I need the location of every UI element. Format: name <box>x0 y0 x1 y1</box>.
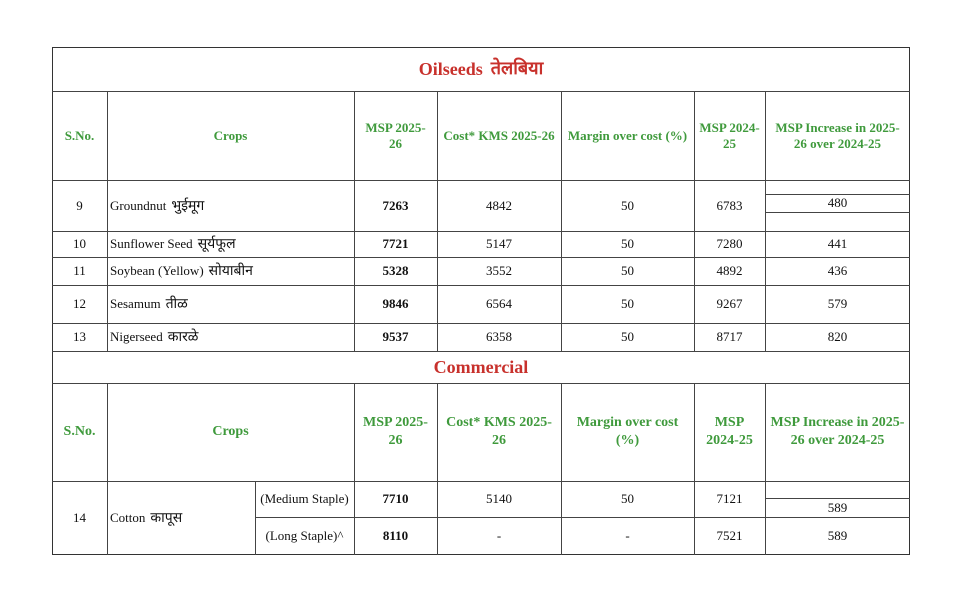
header-crops: Crops <box>212 424 249 439</box>
table-row-increase: 436 <box>827 263 848 278</box>
header-increase: MSP Increase in 2025-26 over 2024-25 <box>770 415 905 448</box>
table-row-margin: 50 <box>621 329 634 344</box>
section-title-commercial: Commercial <box>433 357 529 377</box>
crop-name-mr: तीळ <box>165 296 188 312</box>
crop-name-en: Soybean (Yellow) <box>110 263 204 278</box>
table-row-msp-prev: 4892 <box>716 263 743 278</box>
table-row-msp-prev: 7121 <box>716 491 743 506</box>
crop-name-mr: भुईमूग <box>171 197 205 214</box>
table-row-msp: 7721 <box>382 236 409 251</box>
crop-name-mr: कारळे <box>167 329 199 345</box>
table-row-crop <box>107 285 354 323</box>
table-row-cost: 4842 <box>486 197 512 213</box>
table-row-cost: 5140 <box>486 491 512 506</box>
header-sno: S.No. <box>63 424 96 439</box>
cell-rule <box>765 212 910 213</box>
header-crops: Crops <box>213 127 248 143</box>
table-row-cost: 6564 <box>486 296 512 311</box>
header-margin: Margin over cost (%) <box>567 127 688 143</box>
section-title-mr: तेलबिया <box>490 58 544 79</box>
crop-name-en: Nigerseed <box>110 329 163 344</box>
section-title-en: Oilseeds <box>418 59 483 79</box>
header-msp-current: MSP 2025-26 <box>365 119 426 151</box>
crop-name-en: Sesamum <box>110 296 161 311</box>
cotton-staple-label: (Long Staple)^ <box>265 528 344 543</box>
table-row-msp: 7263 <box>382 197 409 213</box>
table-row-msp-prev: 7280 <box>716 236 743 251</box>
table-row-sno: 13 <box>73 329 86 344</box>
crop-name-mr: सूर्यफूल <box>197 236 236 252</box>
table-row-increase: 480 <box>827 195 848 210</box>
table-row-crop <box>107 481 255 555</box>
table-row-sno: 10 <box>73 236 86 251</box>
table-row-increase: 441 <box>827 236 848 251</box>
table-row-margin: 50 <box>621 197 634 213</box>
table-row-increase: 589 <box>827 528 848 543</box>
cotton-staple-label: (Medium Staple) <box>260 491 349 506</box>
header-msp-current: MSP 2025-26 <box>363 415 428 448</box>
crop-name-mr: कापूस <box>150 510 183 526</box>
header-msp-previous: MSP 2024-25 <box>699 119 760 151</box>
table-row-increase: 820 <box>827 329 848 344</box>
table-row-margin: 50 <box>621 296 634 311</box>
crop-name-mr: सोयाबीन <box>208 263 253 279</box>
table-row-msp-prev: 6783 <box>716 197 743 213</box>
table-row-margin: 50 <box>621 236 634 251</box>
table-row-crop <box>107 257 354 285</box>
table-row-cost: 5147 <box>486 236 512 251</box>
crop-name-en: Sunflower Seed <box>110 236 193 251</box>
table-row-msp-prev: 7521 <box>716 528 743 543</box>
table-row-sno: 12 <box>73 296 86 311</box>
table-row-margin: 50 <box>621 263 634 278</box>
table-row-msp: 7710 <box>382 491 409 506</box>
table-row-msp-prev: 8717 <box>716 329 743 344</box>
table-row-crop <box>107 323 354 351</box>
table-row-msp-prev: 9267 <box>716 296 743 311</box>
table-row-crop <box>107 180 354 231</box>
table-row-msp: 9846 <box>382 296 409 311</box>
crop-name-en: Cotton <box>110 510 146 525</box>
header-sno: S.No. <box>64 127 95 143</box>
header-cost: Cost* KMS 2025-26 <box>446 415 552 448</box>
header-cost: Cost* KMS 2025-26 <box>443 127 555 143</box>
table-row-crop <box>107 231 354 257</box>
table-row-sno: 14 <box>73 510 86 525</box>
section-title-oilseeds <box>52 47 910 91</box>
table-row-sno: 9 <box>76 197 83 213</box>
table-row-increase: 579 <box>827 296 848 311</box>
table-row-msp: 8110 <box>382 528 409 543</box>
table-row-msp: 5328 <box>382 263 409 278</box>
table-row-msp: 9537 <box>382 329 409 344</box>
table-row-cost: 6358 <box>486 329 512 344</box>
table-row-cost: 3552 <box>486 263 512 278</box>
crop-name-en: Groundnut <box>110 197 167 213</box>
table-row-sno: 11 <box>73 263 86 278</box>
table-row-increase: 589 <box>827 499 848 515</box>
header-msp-previous: MSP 2024-25 <box>706 415 753 448</box>
table-row-margin: 50 <box>621 491 634 506</box>
table-row-margin: - <box>625 528 630 543</box>
header-margin: Margin over cost (%) <box>576 415 679 448</box>
header-increase: MSP Increase in 2025-26 over 2024-25 <box>775 119 900 151</box>
table-row-cost: - <box>496 528 502 543</box>
